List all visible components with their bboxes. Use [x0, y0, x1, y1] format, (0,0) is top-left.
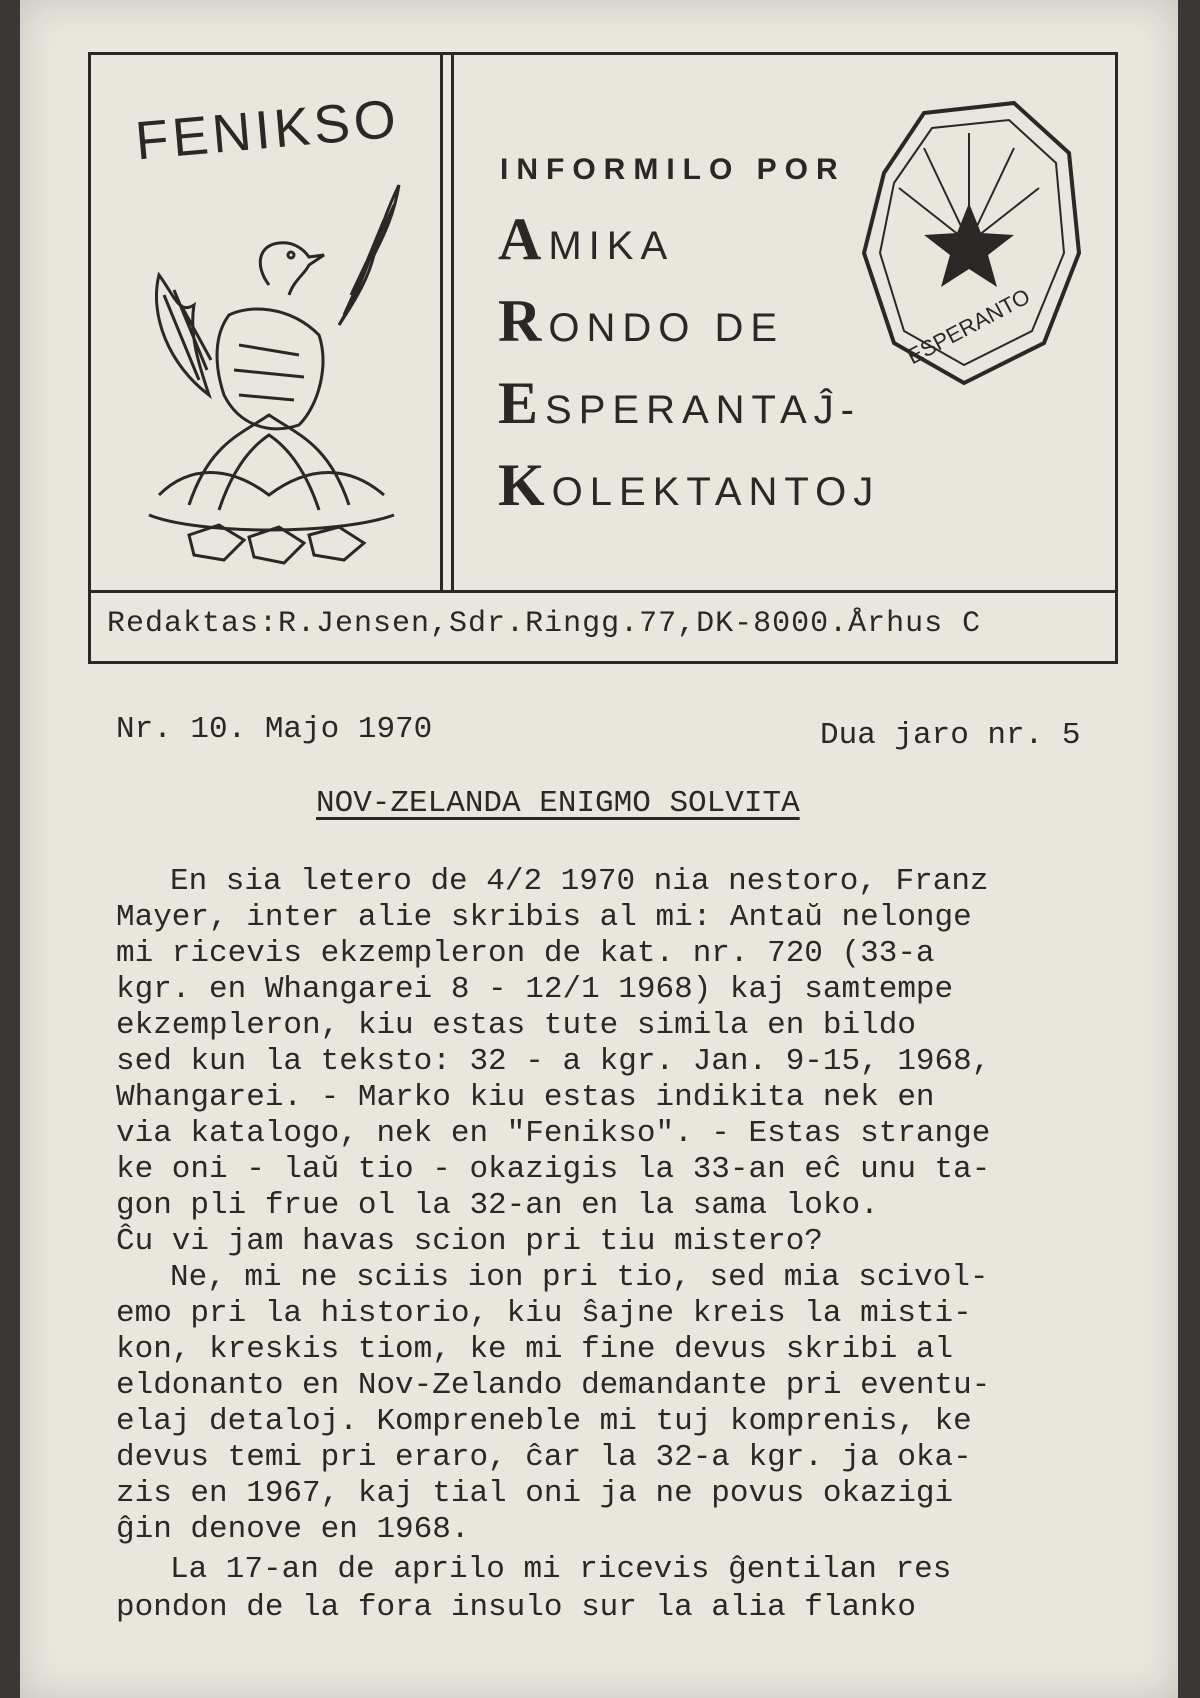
body-line: Ne, mi ne sciis ion pri tio, sed mia scivol-: [170, 1260, 989, 1295]
body-line: kgr. en Whangarei 8 - 12/1 1968) kaj samtempe: [116, 972, 954, 1007]
org-line-2: RONDO DE: [498, 288, 785, 354]
svg-text:ESPERANTO: ESPERANTO: [902, 283, 1035, 370]
body-line: elaj detaloj. Kompreneble mi tuj komprenis, ke: [116, 1404, 972, 1439]
document-page: [20, 0, 1178, 1698]
year-number: Dua jaro nr. 5: [820, 718, 1081, 753]
body-line: En sia letero de 4/2 1970 nia nestoro, Franz: [170, 864, 989, 899]
body-line: ekzempleron, kiu estas tute simila en bildo: [116, 1008, 916, 1043]
logo-title: FENIKSO: [132, 88, 403, 172]
body-line: mi ricevis ekzempleron de kat. nr. 720 (33-a: [116, 936, 935, 971]
org-line-4: KOLEKTANTOJ: [498, 452, 881, 518]
body-line: eldonanto en Nov-Zelando demandante pri eventu-: [116, 1368, 991, 1403]
body-line: kon, kreskis tiom, ke mi fine devus skribi al: [116, 1332, 954, 1367]
body-line: Ĉu vi jam havas scion pri tiu mistero?: [116, 1224, 823, 1259]
editor-bar: [91, 590, 1115, 662]
body-line: sed kun la teksto: 32 - a kgr. Jan. 9-15, 1968,: [116, 1044, 991, 1079]
org-line-1: AMIKA: [498, 206, 675, 272]
body-line: ke oni - laŭ tio - okazigis la 33-an eĉ unu ta-: [116, 1152, 991, 1187]
body-line: ĝin denove en 1968.: [116, 1512, 470, 1547]
editor-address: Redaktas:R.Jensen,Sdr.Ringg.77,DK-8000.Århus C: [107, 607, 982, 641]
body-line: emo pri la historio, kiu ŝajne kreis la misti-: [116, 1296, 972, 1331]
informilo-label: INFORMILO POR: [500, 153, 846, 186]
org-line-3: ESPERANTAĴ-: [498, 370, 861, 436]
esperanto-seal-icon: [854, 93, 1084, 393]
logo-panel: [91, 55, 443, 590]
body-line: via katalogo, nek en "Fenikso". - Estas strange: [116, 1116, 991, 1151]
issue-number: Nr. 10. Majo 1970: [116, 712, 433, 747]
body-line: zis en 1967, kaj tial oni ja ne povus okazigi: [116, 1476, 954, 1511]
article-title: NOV-ZELANDA ENIGMO SOLVITA: [316, 786, 800, 821]
body-line: Mayer, inter alie skribis al mi: Antaŭ nelonge: [116, 900, 972, 935]
body-line: devus temi pri eraro, ĉar la 32-a kgr. ja oka-: [116, 1440, 972, 1475]
body-line: La 17-an de aprilo mi ricevis ĝentilan res: [170, 1552, 952, 1587]
body-line: Whangarei. - Marko kiu estas indikita nek en: [116, 1080, 935, 1115]
organization-panel: [451, 55, 1115, 590]
masthead: [88, 52, 1118, 664]
body-line: pondon de la fora insulo sur la alia flanko: [116, 1590, 916, 1625]
body-line: gon pli frue ol la 32-an en la sama loko.: [116, 1188, 879, 1223]
phoenix-icon: [119, 165, 419, 585]
